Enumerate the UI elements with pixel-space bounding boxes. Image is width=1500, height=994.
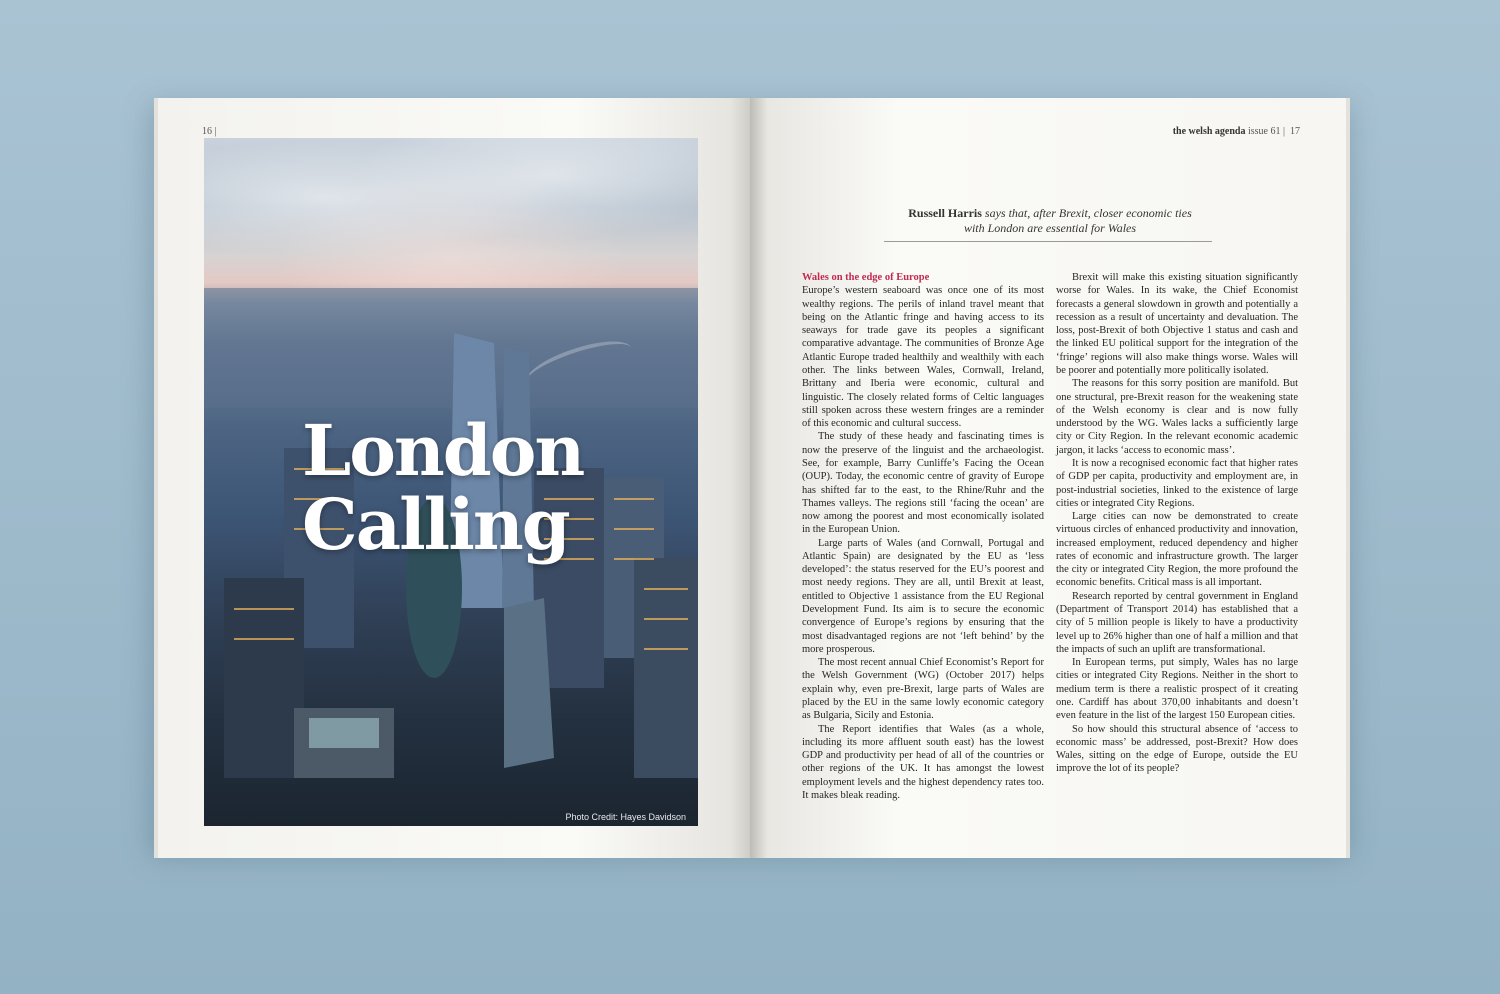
paragraph: In European terms, put simply, Wales has no large cities or integrated City Regions. Neither in the short to medium term is there a realistic prospect of it creating one. Cardiff has about 370,00 inhabitants and doesn’t even feature in the list of the largest 150 European cities.: [1056, 657, 1298, 722]
running-header: the welsh agenda issue 61 | 17: [1172, 126, 1300, 137]
author-name: Russell Harris: [908, 206, 982, 220]
body-column-2: [1056, 271, 1298, 776]
right-page: [750, 98, 1350, 858]
page-number-right: 17: [1290, 126, 1300, 137]
article-headline: [302, 409, 622, 566]
foreground-building: [294, 708, 394, 778]
publication-name: the welsh agenda: [1172, 126, 1246, 137]
headline-line-1: London: [302, 409, 584, 492]
paragraph: Europe’s western seaboard was once one of its most wealthy regions. The perils of inland travel meant that being on the Atlantic fringe and having access to its seaways for trade gave its peoples a significant comparative advantage. The communities of Bronze Age Atlantic Europe traded healthily and wealthily with each other. The links between Wales, Cornwall, Ireland, Brittany and Iberia were economic, cultural and linguistic. The closely related forms of Celtic languages still spoken across these western fringes are a reminder of this economic and cultural success.: [802, 285, 1044, 430]
magazine-spread: [154, 98, 1346, 858]
body-column-1: [802, 271, 1044, 802]
paragraph: It is now a recognised economic fact that higher rates of GDP per capita, productivity and employment are, in post-industrial societies, linked to the existence of large cities or integrated City Regions.: [1056, 457, 1298, 509]
paragraph: The reasons for this sorry position are manifold. But one structural, pre-Brexit reason for the weakening state of the Welsh economy is clear and is now fully understood by the WG. Wales lacks a sufficiently large city or City Region. In the relevant economic academic jargon, it lacks ‘access to economic mass’.: [1056, 378, 1298, 456]
paragraph: The Report identifies that Wales (as a whole, including its more affluent south east) has the lowest GDP and productivity per head of all of the countries or other regions of the UK. It has amongst the lowest employment levels and the highest dependency rates too. It makes bleak reading.: [802, 723, 1044, 801]
paragraph: The most recent annual Chief Economist’s Report for the Welsh Government (WG) (October 2017) helps explain why, even pre-Brexit, large parts of Wales are placed by the EU in the same lowly economic category as Bulgaria, Sicily and Estonia.: [802, 657, 1044, 722]
standfirst-text-2: with London are essential for Wales: [963, 221, 1137, 235]
distant-city: [204, 288, 698, 408]
standfirst-text-1: says that, after Brexit, closer economic ties: [981, 206, 1192, 220]
standfirst-rule: [884, 241, 1212, 242]
photo-credit: Photo Credit: Hayes Davidson: [565, 812, 686, 822]
paragraph: Brexit will make this existing situation significantly worse for Wales. In its wake, the Chief Economist forecasts a general slowdown in growth and potentially a recession as a result of uncertainty and devaluation. The loss, post-Brexit of both Objective 1 status and cash and the linked EU political support for the integration of the ‘fringe’ regions will also make things worse. Wales will be poorer and potentially more politically isolated.: [1056, 272, 1298, 376]
paragraph: Large parts of Wales (and Cornwall, Portugal and Atlantic Spain) are designated by the EU as ‘less developed’: the status reserved for the EU’s poorest and most needy regions. They are all, until Brexit at least, entitled to Objective 1 assistance from the EU Regional Development Fund. Its aim is to secure the economic convergence of Europe’s regions by ensuring that the most disadvantaged regions are not ‘left behind’ by the more prosperous.: [802, 537, 1044, 655]
section-subhead: Wales on the edge of Europe: [802, 272, 930, 283]
paragraph: The study of these heady and fascinating times is now the preserve of the linguist and the archaeologist. See, for example, Barry Cunliffe’s Facing the Ocean (OUP). Today, the economic centre of gravity of Europe has shifted far to the east, to the Rhine/Ruhr and the Thames valleys. The regions still ‘facing the ocean’ are now among the poorest and most economically isolated in the European Union.: [802, 431, 1044, 536]
page-number-left: 16 |: [202, 126, 217, 137]
issue-number: issue 61: [1247, 126, 1281, 137]
standfirst: [840, 206, 1260, 236]
london-aerial-photo: [204, 138, 698, 826]
paragraph: Research reported by central government in England (Department of Transport 2014) has established that a city of 5 million people is likely to have a productivity level up to 26% higher than one of half a million and that the impacts of such an uplift are transformational.: [1056, 590, 1298, 655]
paragraph: So how should this structural absence of ‘access to economic mass’ be addressed, post-Brexit? How does Wales, sitting on the edge of Europe, outside the EU improve the lot of its people?: [1056, 723, 1298, 775]
headline-line-2: Calling: [302, 483, 569, 566]
left-page: [154, 98, 754, 858]
paragraph: Large cities can now be demonstrated to create virtuous circles of enhanced productivity and innovation, increased employment, reduced dependency and higher rates of economic and infrastructure growth. The larger the city or integrated City Region, the more profound the economic benefits. Critical mass is all important.: [1056, 511, 1298, 589]
